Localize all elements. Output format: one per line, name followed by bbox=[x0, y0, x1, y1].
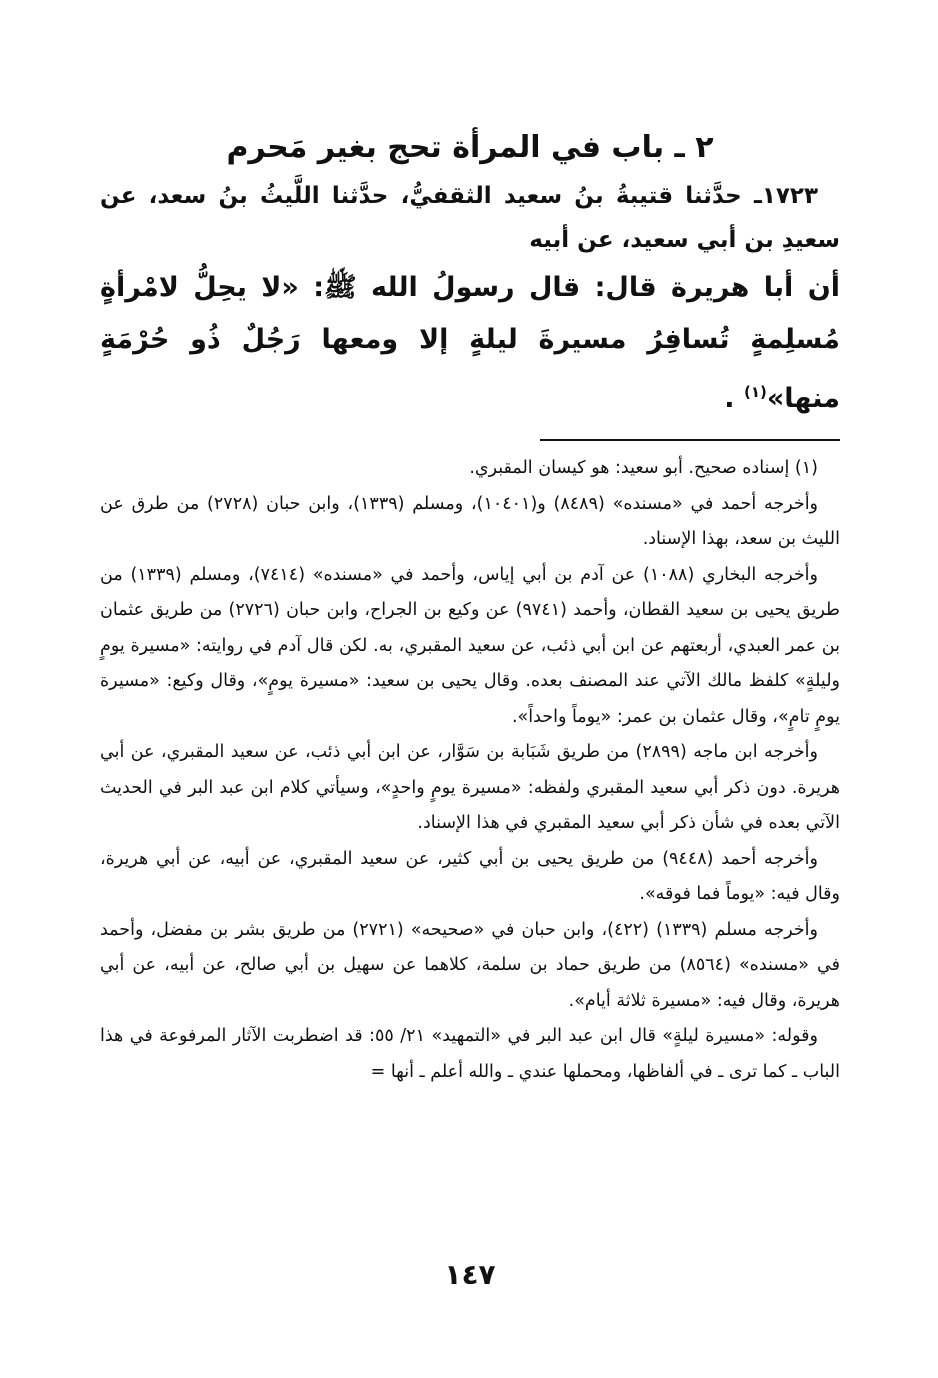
footnote-paragraph: وأخرجه البخاري (١٠٨٨) عن آدم بن أبي إياس، وأحمد في «مسنده» (٧٤١٤)، ومسلم (١٣٣٩) من طريق يحيى بن سعيد القطان، وأحمد (٩٧٤١) عن وكيع بن الجراح، وابن حبان (٢٧٢٦) من طريق عثمان بن عمر العبدي، أربعتهم عن ابن أبي ذئب، عن سعيد المقبري، به. لكن قال آدم في روايته: «مسيرة يومٍ وليلةٍ» كلفظ مالك الآتي عند المصنف بعده. وقال يحيى بن سعيد: «مسيرة يومٍ»، وقال وكيع: «مسيرة يومٍ تامٍ»، وقال عثمان بن عمر: «يوماً واحداً». bbox=[100, 564, 840, 727]
footnote-paragraph: وأخرجه مسلم (١٣٣٩) (٤٢٢)، وابن حبان في «صحيحه» (٢٧٢١) من طريق بشر بن مفضل، وأحمد في «مسنده» (٨٥٦٤) من طريق حماد بن سلمة، كلاهما عن سهيل بن أبي صالح، عن أبيه، عن أبي هريرة، وقال فيه: «مسيرة ثلاثة أيام». bbox=[100, 919, 840, 1011]
document-page bbox=[100, 120, 840, 1360]
footnotes bbox=[100, 451, 840, 1090]
chapter-heading: ٢ ـ باب في المرأة تحج بغير مَحرم bbox=[226, 130, 714, 165]
page-number: ١٤٧ bbox=[444, 1258, 496, 1291]
footnote-paragraph: وأخرجه أحمد في «مسنده» (٨٤٨٩) و(١٠٤٠١)، ومسلم (١٣٣٩)، وابن حبان (٢٧٢٨) من طرق عن الليث بن سعد، بهذا الإسناد. bbox=[100, 493, 840, 549]
footnote-separator bbox=[540, 439, 840, 441]
footnote-paragraph: وأخرجه أحمد (٩٤٤٨) من طريق يحيى بن أبي كثير، عن سعيد المقبري، عن أبيه، عن أبي هريرة، وقال فيه: «يوماً فما فوقه». bbox=[100, 848, 840, 904]
footnote-paragraph: وقوله: «مسيرة ليلةٍ» قال ابن عبد البر في «التمهيد» ٢١/ ٥٥: قد اضطربت الآثار المرفوعة في هذا الباب ـ كما ترى ـ في ألفاظها، ومحملها عندي ـ والله أعلم ـ أنها = bbox=[100, 1026, 840, 1082]
hadith-matn bbox=[100, 262, 840, 425]
matn-end: . bbox=[724, 383, 735, 414]
hadith-isnad: ١٧٢٣ـ حدَّثنا قتيبةُ بنُ سعيد الثقفيُّ، حدَّثنا اللَّيثُ بنُ سعد، عن سعيدِ بن أبي سعيد، عن أبيه bbox=[100, 183, 840, 253]
footnote-paragraph: (١) إسناده صحيح. أبو سعيد: هو كيسان المقبري. bbox=[469, 458, 818, 478]
hadith-matn-text: أن أبا هريرة قال: قال رسولُ الله ﷺ: «لا يحِلُّ لامْرأةٍ مُسلِمةٍ تُسافِرُ مسيرةَ ليلةٍ إلا ومعها رَجُلٌ ذُو حُرْمَةٍ منها» bbox=[100, 272, 840, 414]
footnote-paragraph: وأخرجه ابن ماجه (٢٨٩٩) من طريق شَبَابة بن سَوَّار، عن ابن أبي ذئب، عن سعيد المقبري، عن أبي هريرة. دون ذكر أبي سعيد المقبري ولفظه: «مسيرة يومٍ واحدٍ»، وسيأتي كلام ابن عبد البر في الحديث الآتي بعده في شأن ذكر أبي سعيد المقبري في هذا الإسناد. bbox=[100, 742, 840, 833]
footnote-reference: (١) bbox=[743, 383, 767, 401]
